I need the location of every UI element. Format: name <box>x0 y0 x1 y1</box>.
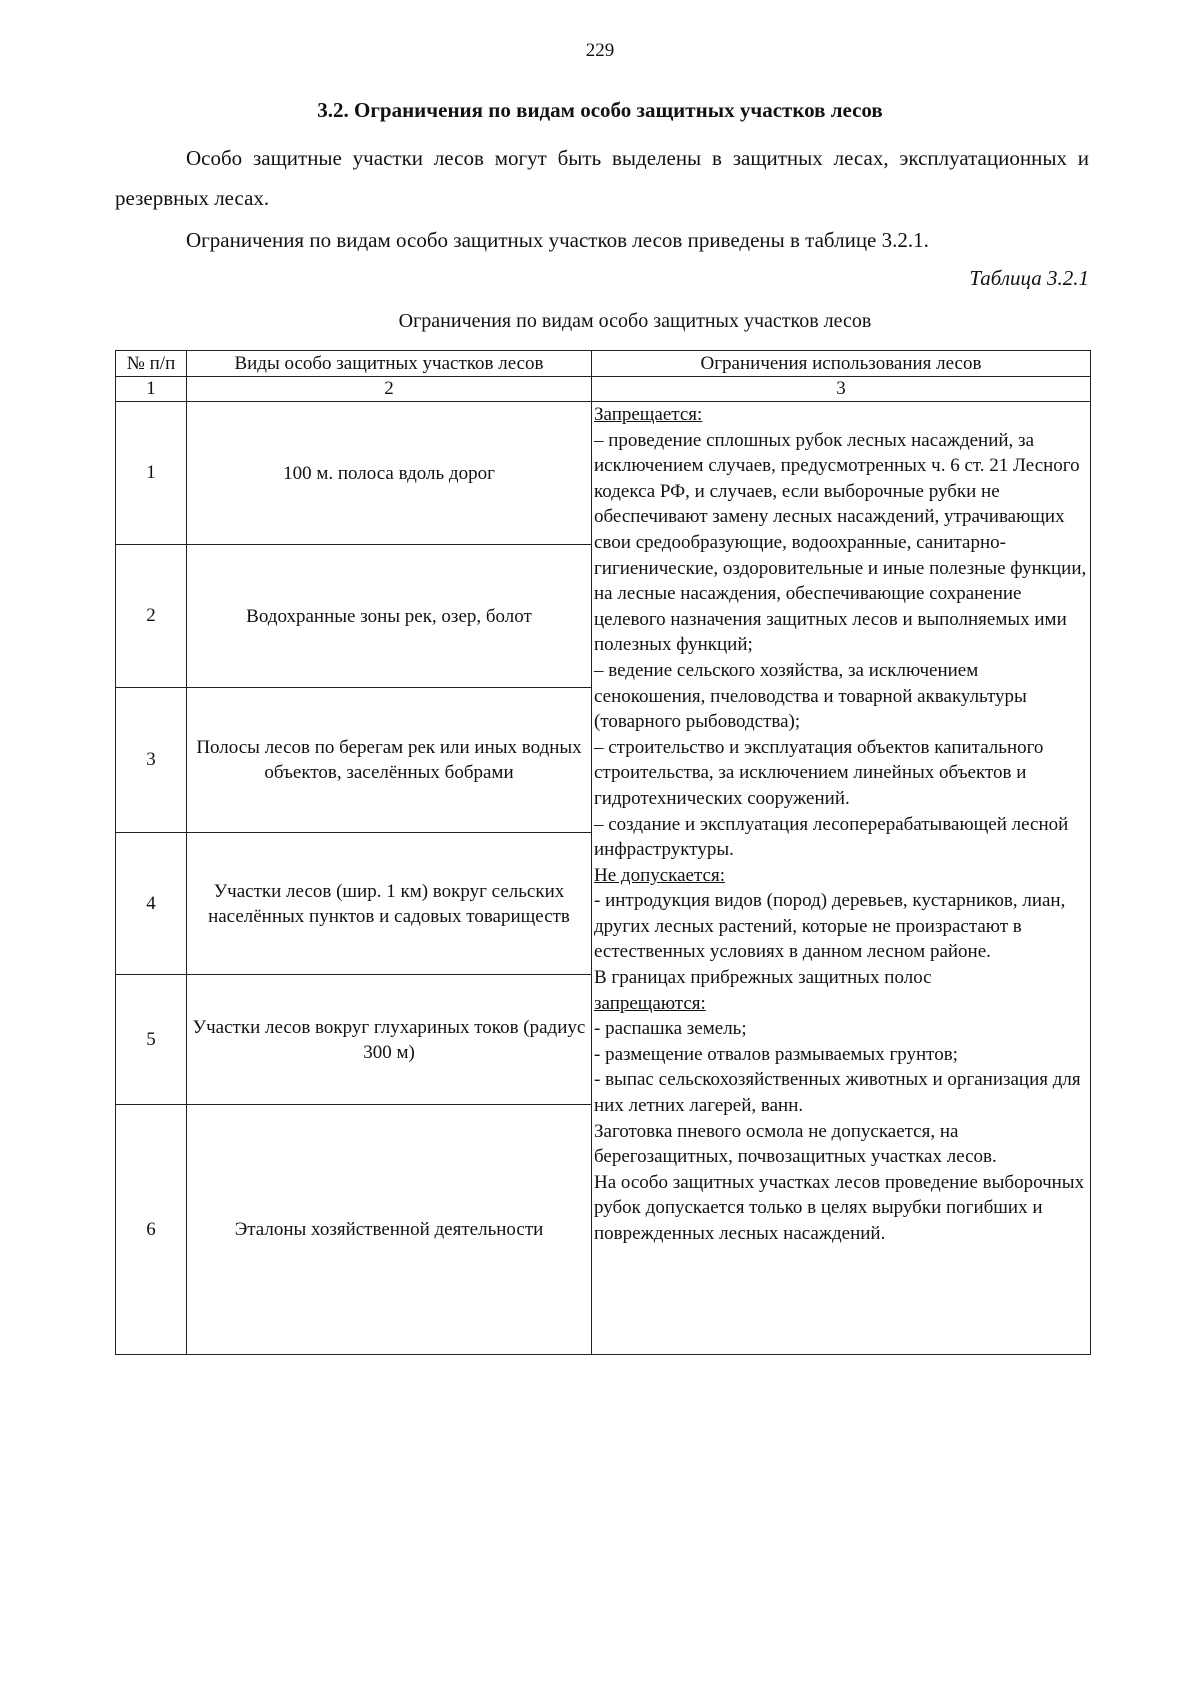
header-restrictions: Ограничения использования лесов <box>592 351 1091 377</box>
row-number: 2 <box>116 545 187 688</box>
table-number: Таблица 3.2.1 <box>969 266 1089 290</box>
restriction-line: – проведение сплошных рубок лесных насаждений, за исключением случаев, предусмотренных ч. 6 ст. 21 Лесного кодекса РФ, и случаев, если выборочные рубки не обеспечивают замену лесных насаждений, утрачивающих свои средообразующие, водоохранные, санитарно-гигиенические, оздоровительные и иные полезные функции, на лесные насаждения, обеспечивающие сохранение целевого назначения защитных лесов и выполняемых ими полезных функций; <box>594 429 1087 656</box>
restriction-line: – ведение сельского хозяйства, за исключением сенокошения, пчеловодства и товарной аквакультуры (товарного рыбоводства); <box>594 659 1027 733</box>
column-number-1: 1 <box>116 377 187 402</box>
row-kind: Участки лесов вокруг глухариных токов (радиус 300 м) <box>187 975 592 1105</box>
row-kind: 100 м. полоса вдоль дорог <box>187 402 592 545</box>
row-number: 4 <box>116 833 187 975</box>
column-number-3: 3 <box>592 377 1091 402</box>
table-column-numbers-row <box>116 377 1091 402</box>
row-kind: Полосы лесов по берегам рек или иных водных объектов, заселённых бобрами <box>187 688 592 833</box>
table-header-row <box>116 351 1091 377</box>
row-number: 5 <box>116 975 187 1105</box>
row-number: 1 <box>116 402 187 545</box>
row-kind: Водохранные зоны рек, озер, болот <box>187 545 592 688</box>
restrictions-cell <box>592 402 1091 1355</box>
restriction-line: запрещаются: <box>594 992 706 1014</box>
row-kind: Участки лесов (шир. 1 км) вокруг сельских населённых пунктов и садовых товариществ <box>187 833 592 975</box>
restrictions-table <box>115 350 1091 1355</box>
row-kind: Эталоны хозяйственной деятельности <box>187 1105 592 1355</box>
restriction-line: - выпас сельскохозяйственных животных и организация для них летних лагерей, ванн. <box>594 1069 1081 1117</box>
paragraph-1: Особо защитные участки лесов могут быть выделены в защитных лесах, эксплуатационных и резервных лесах. <box>115 146 1089 210</box>
restriction-line: - размещение отвалов размываемых грунтов; <box>594 1043 958 1065</box>
paragraph-2: Ограничения по видам особо защитных участков лесов приведены в таблице 3.2.1. <box>186 228 929 252</box>
restriction-line: - интродукция видов (пород) деревьев, кустарников, лиан, других лесных растений, которые не произрастают в естественных условиях в данном лесном районе. <box>594 890 1066 963</box>
column-number-2: 2 <box>187 377 592 402</box>
header-kind: Виды особо защитных участков лесов <box>187 351 592 377</box>
section-heading: 3.2. Ограничения по видам особо защитных участков лесов <box>317 98 883 122</box>
restriction-line: – строительство и эксплуатация объектов капитального строительства, за исключением линейных объектов и гидротехнических сооружений. <box>594 736 1044 809</box>
row-number: 3 <box>116 688 187 833</box>
restriction-line: Не допускается: <box>594 864 725 886</box>
table-row <box>116 402 1091 545</box>
page-number: 229 <box>585 40 615 61</box>
restriction-line: – создание и эксплуатация лесоперерабатывающей лесной инфраструктуры. <box>594 813 1069 861</box>
row-number: 6 <box>116 1105 187 1355</box>
header-number: № п/п <box>116 351 187 377</box>
restriction-line: В границах прибрежных защитных полос <box>594 967 932 989</box>
restriction-line: На особо защитных участках лесов проведение выборочных рубок допускается только в целях вырубки погибших и поврежденных лесных насаждений. <box>594 1171 1085 1244</box>
restriction-line: - распашка земель; <box>594 1018 747 1040</box>
table-caption: Ограничения по видам особо защитных участков лесов <box>398 310 872 332</box>
restriction-line: Запрещается: <box>594 404 703 425</box>
restriction-line: Заготовка пневого осмола не допускается, на берегозащитных, почвозащитных участках лесов. <box>594 1120 997 1168</box>
